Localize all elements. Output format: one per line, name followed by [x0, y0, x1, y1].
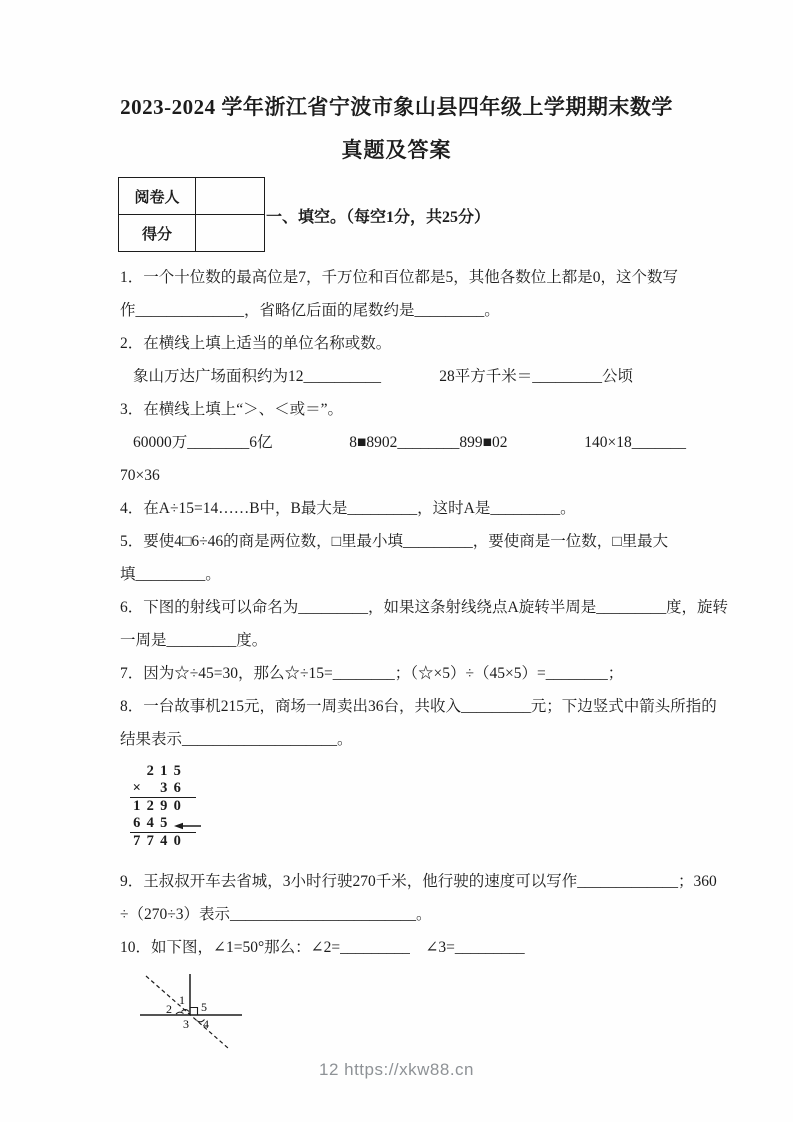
table-row: [119, 178, 265, 215]
mult-digit: 2: [146, 798, 154, 814]
angle-label-3: 3: [183, 1017, 189, 1031]
questions-area: [120, 261, 728, 1070]
question-10-line: 10．如下图，∠1=50°那么：∠2=_________ ∠3=_________: [120, 939, 525, 956]
mult-digit: 1: [160, 763, 168, 779]
multiply-sign: ×: [132, 780, 141, 796]
question-2-line-1: 2．在横线上填上适当的单位名称或数。: [120, 335, 392, 352]
vertical-multiplication: [130, 763, 196, 850]
mult-digit: 6: [173, 780, 181, 796]
question-9-line-1: 9．王叔叔开车去省城，3小时行驶270千米，他行驶的速度可以写作_____________；360: [120, 873, 717, 890]
grader-table: [118, 177, 265, 252]
table-row: [119, 215, 265, 252]
mult-digit: 9: [160, 798, 168, 814]
mult-digit: 2: [146, 763, 154, 779]
question-6-line-1: 6．下图的射线可以命名为_________，如果这条射线绕点A旋转半周是_________度，旋转: [120, 599, 728, 616]
mult-digit: 6: [133, 815, 141, 831]
mult-digit: 7: [146, 833, 154, 849]
question-8-line-2: 结果表示____________________。: [120, 731, 353, 748]
question-5-line-2: 填_________。: [120, 566, 221, 583]
question-2-line-2: [133, 360, 633, 393]
mult-digit: 3: [160, 780, 168, 796]
angle-label-2: 2: [166, 1002, 172, 1016]
question-3-line-3: 70×36: [120, 467, 160, 484]
mult-digit: 4: [160, 833, 168, 849]
q3-compare-2: 8■8902________899■02: [349, 434, 508, 451]
reviewer-label-cell: 阅卷人: [119, 178, 196, 215]
mult-digit: 0: [173, 798, 181, 814]
q2-blank-right: 28平方千米＝_________公顷: [439, 368, 633, 385]
mult-row-partial1: [130, 798, 196, 815]
mult-row-operand2: [130, 780, 196, 798]
q3-compare-1: 60000万________6亿: [133, 434, 273, 451]
question-5-line-1: 5．要使4□6÷46的商是两位数，□里最小填_________，要使商是一位数，□里最大: [120, 533, 669, 550]
section-heading: 一、填空。（每空1分，共25分）: [266, 209, 491, 226]
mult-digit: 5: [160, 815, 168, 831]
left-arrow-icon: [173, 819, 203, 829]
angle-label-5: 5: [201, 1000, 207, 1014]
page-title-line2: 真题及答案: [341, 138, 452, 162]
mult-digit: 4: [146, 815, 154, 831]
question-9-line-2: ÷（270÷3）表示________________________。: [120, 906, 432, 923]
question-6-line-2: 一周是_________度。: [120, 632, 268, 649]
angle-label-1: 1: [179, 993, 185, 1007]
mult-row-product: [130, 833, 196, 850]
question-1-line-2: 作______________，省略亿后面的尾数约是_________。: [120, 302, 500, 319]
question-3-line-2: [133, 426, 686, 459]
mult-digit: 0: [173, 833, 181, 849]
mult-digit: 5: [173, 763, 181, 779]
angle-diagram: [140, 967, 720, 1070]
mult-digit: [144, 780, 158, 797]
mult-digit: 7: [133, 833, 141, 849]
q2-blank-left: 象山万达广场面积约为12__________: [133, 368, 382, 385]
question-1-line-1: 1．一个十位数的最高位是7，千万位和百位都是5，其他各数位上都是0，这个数写: [120, 269, 679, 286]
grader-score-box: [118, 177, 793, 256]
reviewer-blank-cell: [196, 178, 265, 215]
page-footer-url: 12 https://xkw88.cn: [318, 1060, 475, 1079]
page-title-line1: 2023-2024 学年浙江省宁波市象山县四年级上学期期末数学: [120, 95, 673, 119]
score-label-cell: 得分: [119, 215, 196, 252]
q3-compare-3: 140×18_______: [584, 434, 686, 451]
question-4-line: 4．在A÷15=14……B中，B最大是_________，这时A是_________。: [120, 500, 576, 517]
mult-digit: 1: [133, 798, 141, 814]
angle-label-4: 4: [203, 1017, 209, 1031]
mult-digit: [130, 763, 144, 780]
mult-row-operand1: [130, 763, 196, 780]
mult-row-partial2: [130, 815, 196, 833]
question-3-line-1: 3．在横线上填上“＞、＜或＝”。: [120, 401, 344, 418]
score-blank-cell: [196, 215, 265, 252]
question-8-line-1: 8．一台故事机215元，商场一周卖出36台，共收入_________元；下边竖式中箭头所指的: [120, 698, 717, 715]
question-7-line: 7．因为☆÷45=30，那么☆÷15=________；（☆×5）÷（45×5）=________；: [120, 665, 624, 682]
